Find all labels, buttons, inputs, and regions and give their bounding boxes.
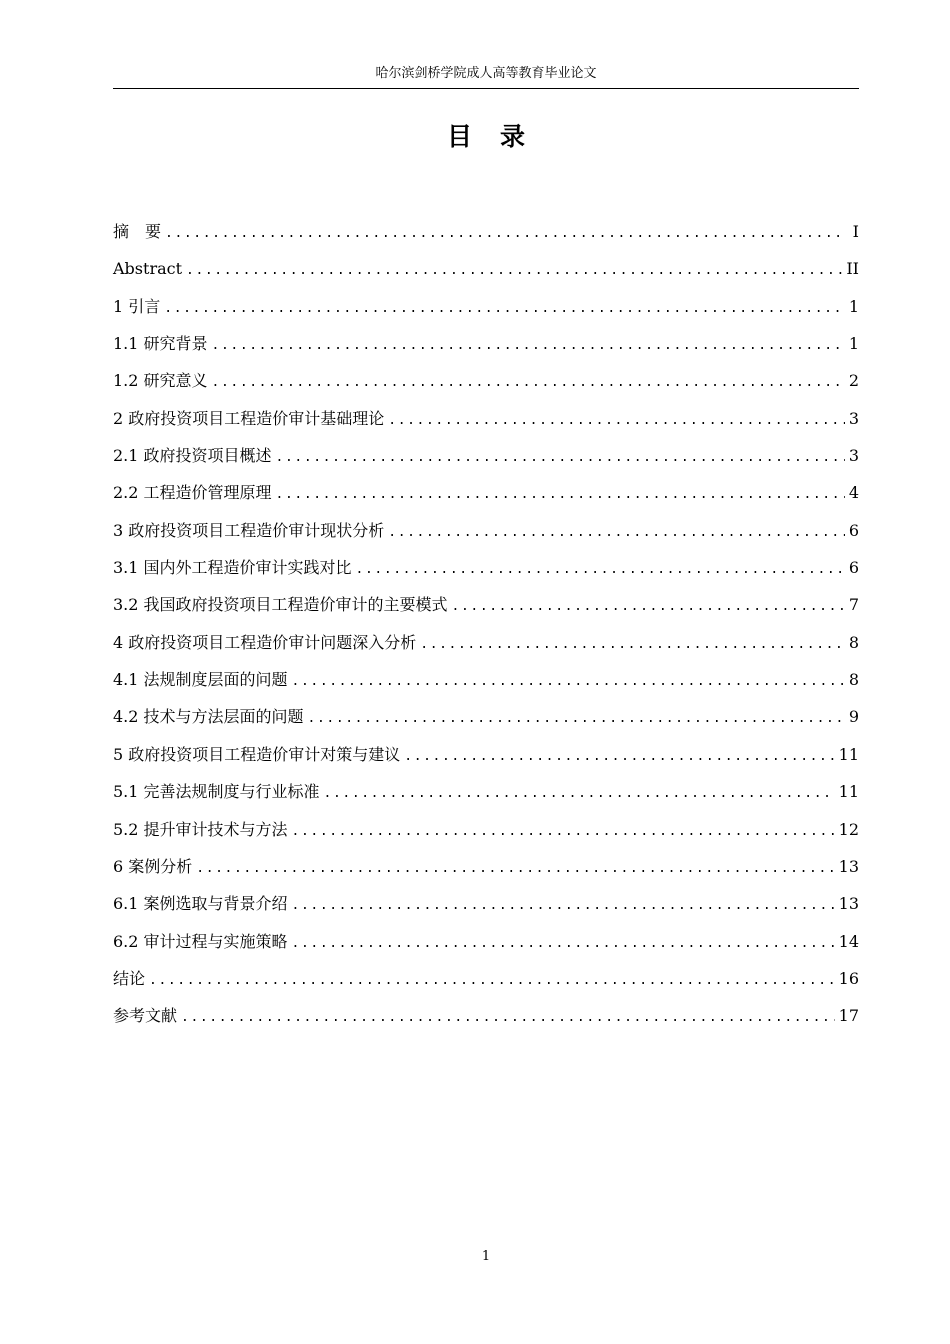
toc-entry[interactable] [113, 667, 859, 704]
toc-entry-page: 4 [848, 483, 859, 503]
page-number: 1 [481, 1249, 491, 1264]
dot-leader [452, 594, 845, 620]
toc-entry-label: 1 引言 [113, 296, 161, 316]
toc-entry-page: 3 [848, 408, 859, 428]
toc-entry[interactable] [113, 779, 859, 816]
dot-leader [292, 893, 835, 919]
toc-entry[interactable] [113, 1003, 859, 1040]
toc-entry-page: 6 [848, 520, 859, 540]
toc-entry[interactable] [113, 704, 859, 741]
table-of-contents [113, 219, 859, 1041]
toc-entry-label: 6 案例分析 [113, 856, 193, 876]
dot-leader [165, 221, 845, 247]
toc-title: 目录 [446, 122, 553, 151]
toc-entry-label: 6.1 案例选取与背景介绍 [113, 894, 288, 914]
toc-entry-page: 8 [848, 632, 859, 652]
dot-leader [292, 669, 845, 695]
toc-entry[interactable] [113, 854, 859, 891]
toc-entry[interactable] [113, 406, 859, 443]
toc-entry-label: Abstract [113, 259, 183, 279]
toc-entry-page: 9 [848, 707, 859, 727]
toc-entry[interactable] [113, 742, 859, 779]
dot-leader [420, 632, 845, 658]
dot-leader [388, 408, 845, 434]
toc-entry[interactable] [113, 817, 859, 854]
toc-entry-label: 3.1 国内外工程造价审计实践对比 [113, 558, 352, 578]
dot-leader [212, 370, 845, 396]
toc-entry[interactable] [113, 592, 859, 629]
toc-entry-page: II [846, 259, 859, 279]
running-header: 哈尔滨剑桥学院成人高等教育毕业论文 [375, 66, 597, 81]
toc-entry-page: 14 [838, 931, 859, 951]
toc-entry-label: 3 政府投资项目工程造价审计现状分析 [113, 520, 385, 540]
toc-entry-page: 1 [848, 296, 859, 316]
toc-entry[interactable] [113, 256, 859, 293]
dot-leader [404, 744, 834, 770]
toc-entry-label: 2.2 工程造价管理原理 [113, 483, 272, 503]
toc-entry-page: 7 [848, 595, 859, 615]
dot-leader [276, 445, 845, 471]
dot-leader [181, 1005, 835, 1031]
toc-entry[interactable] [113, 891, 859, 928]
dot-leader [149, 968, 835, 994]
toc-entry-page: 17 [838, 1006, 859, 1026]
toc-entry[interactable] [113, 966, 859, 1003]
toc-entry-page: I [852, 222, 859, 241]
toc-entry-label: 5.1 完善法规制度与行业标准 [113, 782, 320, 802]
dot-leader [276, 482, 845, 508]
toc-entry[interactable] [113, 219, 859, 256]
dot-leader [356, 557, 845, 583]
toc-entry-label: 4 政府投资项目工程造价审计问题深入分析 [113, 632, 417, 652]
toc-entry-label: 1.1 研究背景 [113, 334, 208, 354]
dot-leader [292, 819, 835, 845]
toc-entry-page: 16 [838, 968, 859, 988]
toc-entry-label: 4.2 技术与方法层面的问题 [113, 707, 304, 727]
toc-entry-page: 6 [848, 558, 859, 578]
dot-leader [212, 333, 845, 359]
toc-entry-label: 结论 [113, 968, 146, 988]
toc-entry-label: 5 政府投资项目工程造价审计对策与建议 [113, 744, 401, 764]
toc-entry[interactable] [113, 368, 859, 405]
toc-entry[interactable] [113, 630, 859, 667]
toc-entry[interactable] [113, 480, 859, 517]
toc-entry-label: 参考文献 [113, 1006, 178, 1026]
dot-leader [196, 856, 834, 882]
toc-entry-page: 3 [848, 446, 859, 466]
toc-entry-label: 2.1 政府投资项目概述 [113, 446, 272, 466]
toc-entry-page: 8 [848, 670, 859, 690]
dot-leader [324, 781, 835, 807]
toc-entry-page: 1 [848, 334, 859, 354]
toc-entry[interactable] [113, 443, 859, 480]
dot-leader [292, 931, 835, 957]
toc-entry-label: 4.1 法规制度层面的问题 [113, 670, 288, 690]
toc-entry[interactable] [113, 294, 859, 331]
toc-entry-label: 6.2 审计过程与实施策略 [113, 931, 288, 951]
toc-entry[interactable] [113, 518, 859, 555]
toc-entry[interactable] [113, 555, 859, 592]
toc-entry-label: 3.2 我国政府投资项目工程造价审计的主要模式 [113, 595, 448, 615]
toc-entry-page: 13 [838, 856, 859, 876]
toc-entry-label: 2 政府投资项目工程造价审计基础理论 [113, 408, 385, 428]
toc-entry[interactable] [113, 929, 859, 966]
toc-entry-page: 11 [838, 744, 859, 764]
toc-entry-page: 12 [838, 819, 859, 839]
toc-entry-page: 13 [838, 894, 859, 914]
dot-leader [186, 258, 842, 284]
dot-leader [308, 706, 845, 732]
toc-entry-label: 1.2 研究意义 [113, 371, 208, 391]
toc-entry-page: 11 [838, 782, 859, 802]
toc-entry-label: 5.2 提升审计技术与方法 [113, 819, 288, 839]
dot-leader [164, 296, 845, 322]
toc-entry-label: 摘 要 [113, 222, 162, 241]
toc-entry[interactable] [113, 331, 859, 368]
toc-entry-page: 2 [848, 371, 859, 391]
header-rule [113, 88, 859, 89]
dot-leader [388, 520, 845, 546]
